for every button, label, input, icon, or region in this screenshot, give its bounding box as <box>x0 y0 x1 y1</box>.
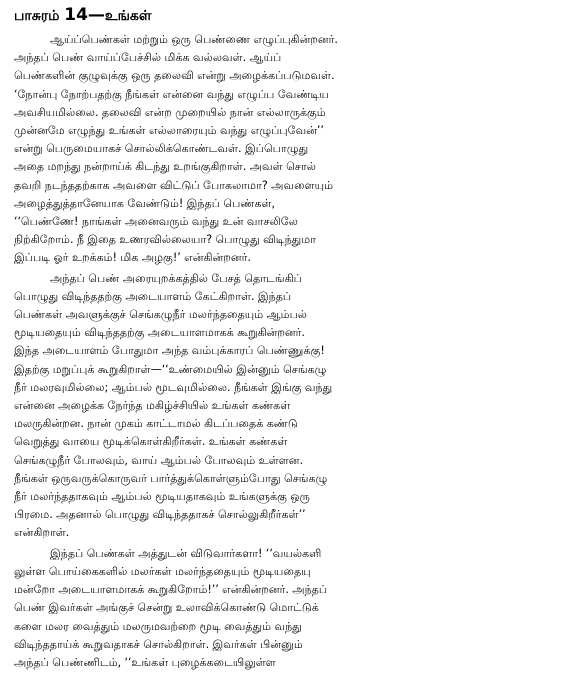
text-line: இதற்கு மறுப்புக் கூறுகிறாள்—‘‘உண்மையில் இன்னும் செங்கழு <box>14 362 327 376</box>
text-line: அந்தப் பெண் வாய்ப்பேச்சில் மிக்க வல்லவள். ஆய்ப் <box>14 51 282 65</box>
text-line: வெறுத்து வாயை மூடிக்கொள்கிறீர்கள். உங்கள் கண்கள் <box>14 435 288 449</box>
heading-separator: — <box>87 5 105 25</box>
text-line: நீர் மலரவுமில்லை; ஆம்பல் மூடவுமில்லை. நீங்கள் இங்கு வந்து <box>14 380 333 394</box>
text-line: பெண்கள் அவளுக்குச் செங்கழுநீர் மலர்ந்ததையும் ஆம்பல் <box>14 308 307 322</box>
text-line: முன்னமே எழுந்து உங்கள் எல்லாரையும் வந்து எழுப்புவேன்’’ <box>14 124 324 138</box>
text-line: பிரமை. அதனால் பொழுது விடிந்ததாகச் சொல்லுகிறீர்கள்’’ <box>14 508 306 522</box>
text-line: களை மலர வைத்தும் மலருமவற்றை மூடி வைத்தும் வந்து <box>14 619 302 633</box>
text-line: ‘நோன்பு நோற்பதற்கு நீங்கள் என்னை வந்து எழுப்ப வேண்டிய <box>14 87 329 101</box>
text-line: நீங்கள் ஒருவருக்கொருவர் பார்த்துக்கொள்ளும்போது செங்கழு <box>14 471 328 485</box>
text-line: மன்றோ அடையாளமாகக் கூறுகிறோம்!’’ என்கின்றனர். அந்தப் <box>14 583 328 597</box>
paragraph-1 <box>14 31 569 268</box>
text-line: லுள்ள பொய்கைகளில் மலர்கள் மலர்ந்ததையும் மூடியதையு <box>14 564 311 578</box>
text-line: என்கிறாள். <box>14 526 70 540</box>
text-line: அழைத்துத்தானேயாக வேண்டும்! இந்தப் பெண்கள், <box>14 196 275 210</box>
text-line: என்று பெருமையாகச் சொல்லிக்கொண்டவள். இப்பொழுது <box>14 142 309 156</box>
text-line: இந்தப் பெண்கள் அத்துடன் விடுவார்களா! ‘‘வயல்களி <box>50 546 322 560</box>
text-line: இந்த அடையாளம் போதுமா அந்த வம்புக்காரப் பெண்ணுக்கு! <box>14 344 325 358</box>
text-line: அவசியமில்லை. தலைவி என்ற முறையில் நான் எல்லாருக்கும் <box>14 105 326 119</box>
text-line: ‘‘பெண்ணே! நாங்கள் அனைவரும் வந்து உன் வாசலிலே <box>14 215 298 229</box>
heading-label: பாசுரம் <box>14 8 60 24</box>
paragraph-2 <box>14 270 569 543</box>
text-line: என்னை அழைக்க நேர்ந்த மகிழ்ச்சியில் உங்கள் கண்கள் <box>14 399 291 413</box>
heading-title: உங்கள் <box>104 8 152 24</box>
paragraph-3 <box>14 545 569 672</box>
heading-number: 14 <box>64 5 88 25</box>
text-line: அந்தப் பெண் அரையுறக்கத்தில் பேசத் தொடங்கிப் <box>50 271 302 285</box>
text-line: பொழுது விடிந்ததற்கு அடையாளம் கேட்கிறாள். இந்தப் <box>14 289 292 303</box>
text-line: நீர் மலர்ந்ததாகவும் ஆம்பல் மூடியதாகவும் உங்களுக்கு ஒரு <box>14 490 310 504</box>
text-line: இப்படி ஓர் உறக்கம்! மிக அழகு!’ என்கின்றனர். <box>14 251 251 265</box>
text-line: மலருகின்றன. நான் முகம் காட்டாமல் கிடப்பதைக் கண்டு <box>14 417 298 431</box>
text-line: தவறி நடந்ததற்காக அவளை விட்டுப் போகலாமா? அவளையும் <box>14 178 334 192</box>
text-line: அந்தப் பெண்ணிடம், ‘‘உங்கள் புழைக்கடையிலுள்ள <box>14 655 276 669</box>
text-line: ஆய்ப்பெண்கள் மற்றும் ஒரு பெண்ணை எழுப்புகின்றனர். <box>50 33 338 46</box>
text-line: மூடியதையும் விடிந்ததற்கு அடையாளமாகக் கூறுகின்றனர். <box>14 326 305 340</box>
text-line: விடிந்ததாய்க் கூறுவதாகச் சொல்கிறாள். இவர்கள் பின்னும் <box>14 637 303 651</box>
text-line: நிற்கிறோம். நீ இதை உணரவில்லையா? பொழுது விடிந்துமா <box>14 233 317 247</box>
page-heading <box>14 4 569 27</box>
text-line: அதை மறந்து நன்றாய்க் கிடந்து உறங்குகிறாள். அவள் சொல் <box>14 160 316 174</box>
text-line: பெண்களின் குழுவுக்கு ஒரு தலைவி என்று அழைக்கப்படுமவள். <box>14 69 335 83</box>
text-line: செங்கழுநீர் போலவும், வாய் ஆம்பல் போலவும் உள்ளன. <box>14 453 303 467</box>
text-line: பெண் இவர்கள் அங்குச் சென்று உலாவிக்கொண்டு மொட்டுக் <box>14 601 319 615</box>
